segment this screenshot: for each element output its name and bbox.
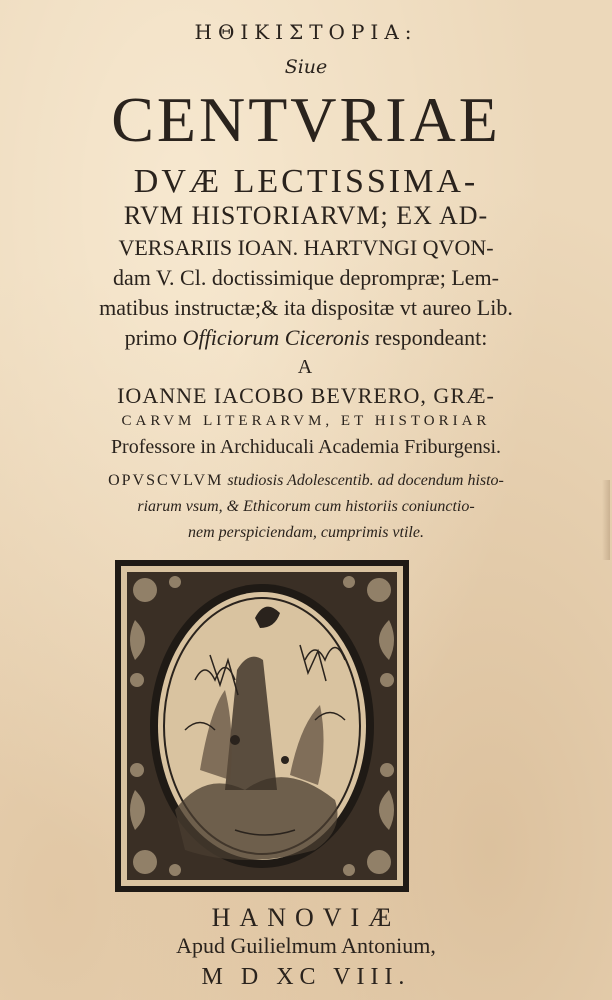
author-line-1: IOANNE IACOBO BEVRERO, GRÆ- [117,383,495,408]
title-line-5: matibus instructæ;& ita dispositæ vt aureo Lib. [99,295,513,320]
title-line-2: RVM HISTORIARVM; EX AD- [123,201,489,230]
imprint-place: HANOVIÆ [211,903,401,932]
imprint-year: M D XC VIII. [201,964,411,990]
opusculum-line-2: riarum vsum, & Ethicorum cum historiis coniunctio- [137,498,475,515]
main-title: CENTVRIAE [111,84,501,155]
opusculum-line-1 [0,473,612,489]
opusculum-line-3: nem perspiciendam, cumprimis vtile. [188,524,424,541]
title-line-6-italic: Officiorum Ciceronis [182,325,370,350]
title-line-4: dam V. Cl. doctissimique deprompræ; Lem- [113,265,499,290]
author-line-2: CARVM LITERARVM, ET HISTORIAR [121,413,491,429]
page-edge-shadow [602,480,610,560]
sive-word: Siue [284,56,328,78]
title-line-6-start: primo [124,325,183,350]
author-line-3: Professore in Archiducali Academia Friburgensi. [110,436,502,458]
title-line-6 [0,327,612,349]
printers-device-woodcut [115,560,409,892]
author-prefix: A [297,356,315,378]
title-line-6-end: respondeant: [369,325,488,350]
imprint-publisher: Apud Guilielmum Antonium, [176,933,436,958]
title-line-3: VERSARIIS IOAN. HARTVNGI QVON- [118,235,494,260]
opusculum-caps: OPVSCVLVM [108,472,224,489]
greek-title: ΗΘΙΚΙΣΤΟΡΙΑ: [194,20,418,44]
opusculum-text-1: studiosis Adolescentib. ad docendum histo- [227,472,504,489]
title-line-1: DVÆ LECTISSIMA- [133,163,479,200]
